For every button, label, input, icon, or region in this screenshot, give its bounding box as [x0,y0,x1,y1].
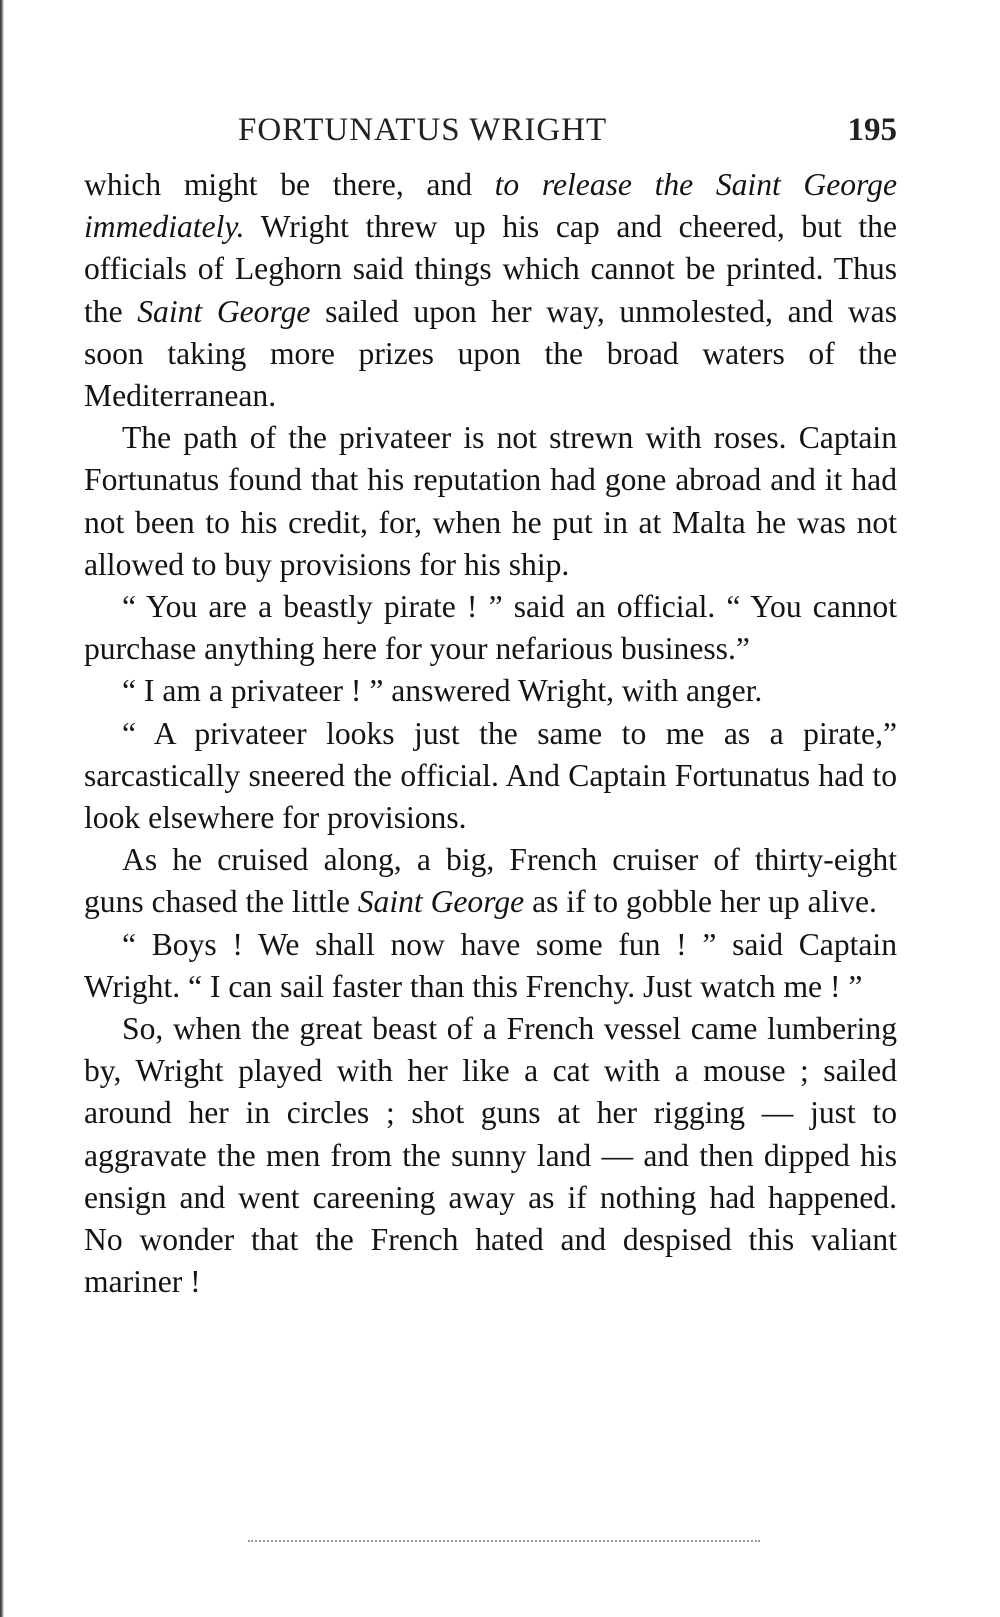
paragraph [84,586,897,670]
paragraph [84,1008,897,1303]
page-number: 195 [847,112,897,148]
paragraph [84,164,897,417]
paragraph [84,839,897,923]
text-run: as if to gobble her up alive. [524,884,877,920]
running-title: FORTUNATUS WRIGHT [238,112,608,148]
text-run: “ You are a beastly pirate ! ” said an official. “ You cannot purchase anything here for your nefarious business.” [84,589,897,667]
italic-run: Saint George [357,884,525,920]
italic-run: Saint George [137,293,311,329]
paragraph [84,417,897,586]
text-run: The path of the privateer is not strewn with roses. Captain Fortunatus found that his reputation had gone abroad and it had not been to his credit, for, when he put in at Malta he was not allowed to buy provisions for his ship. [84,420,897,582]
text-run: As he cruised along, a big, French cruiser of thirty-eight guns chased the little [84,842,897,920]
text-run: So, when the great beast of a French vessel came lumbering by, Wright played with her like a cat with a mouse ; sailed around her in circles ; shot guns at her rigging — just to aggravate the men from the sunny land — and then dipped his ensign and went careening away as if nothing had happened. No wonder that the French hated and despised this valiant mariner ! [84,1011,897,1300]
text-run: “ I am a privateer ! ” answered Wright, with anger. [122,673,763,709]
paragraph [84,670,897,712]
italic-run: to release the Saint George immediately. [84,167,897,245]
text-run: Wright threw up his cap and cheered, but the officials of Leghorn said things which cannot be printed. Thus the [84,209,897,329]
text-run: which might be there, and [84,167,495,202]
text-run: sailed upon her way, unmolested, and was soon taking more prizes upon the broad waters of the Mediterranean. [84,293,897,414]
text-run: “ A privateer looks just the same to me as a pirate,” sarcastically sneered the official. And Captain Fortunatus had to look elsewhere for provisions. [84,715,897,836]
text-run: “ Boys ! We shall now have some fun ! ” said Captain Wright. “ I can sail faster than this Frenchy. Just watch me ! ” [84,926,897,1004]
bottom-rule [248,1540,760,1542]
paragraph [84,713,897,840]
book-page [84,100,897,1303]
paragraph [84,924,897,1008]
running-head [84,100,897,164]
body-text [84,164,897,1303]
binding-edge [0,0,4,1617]
